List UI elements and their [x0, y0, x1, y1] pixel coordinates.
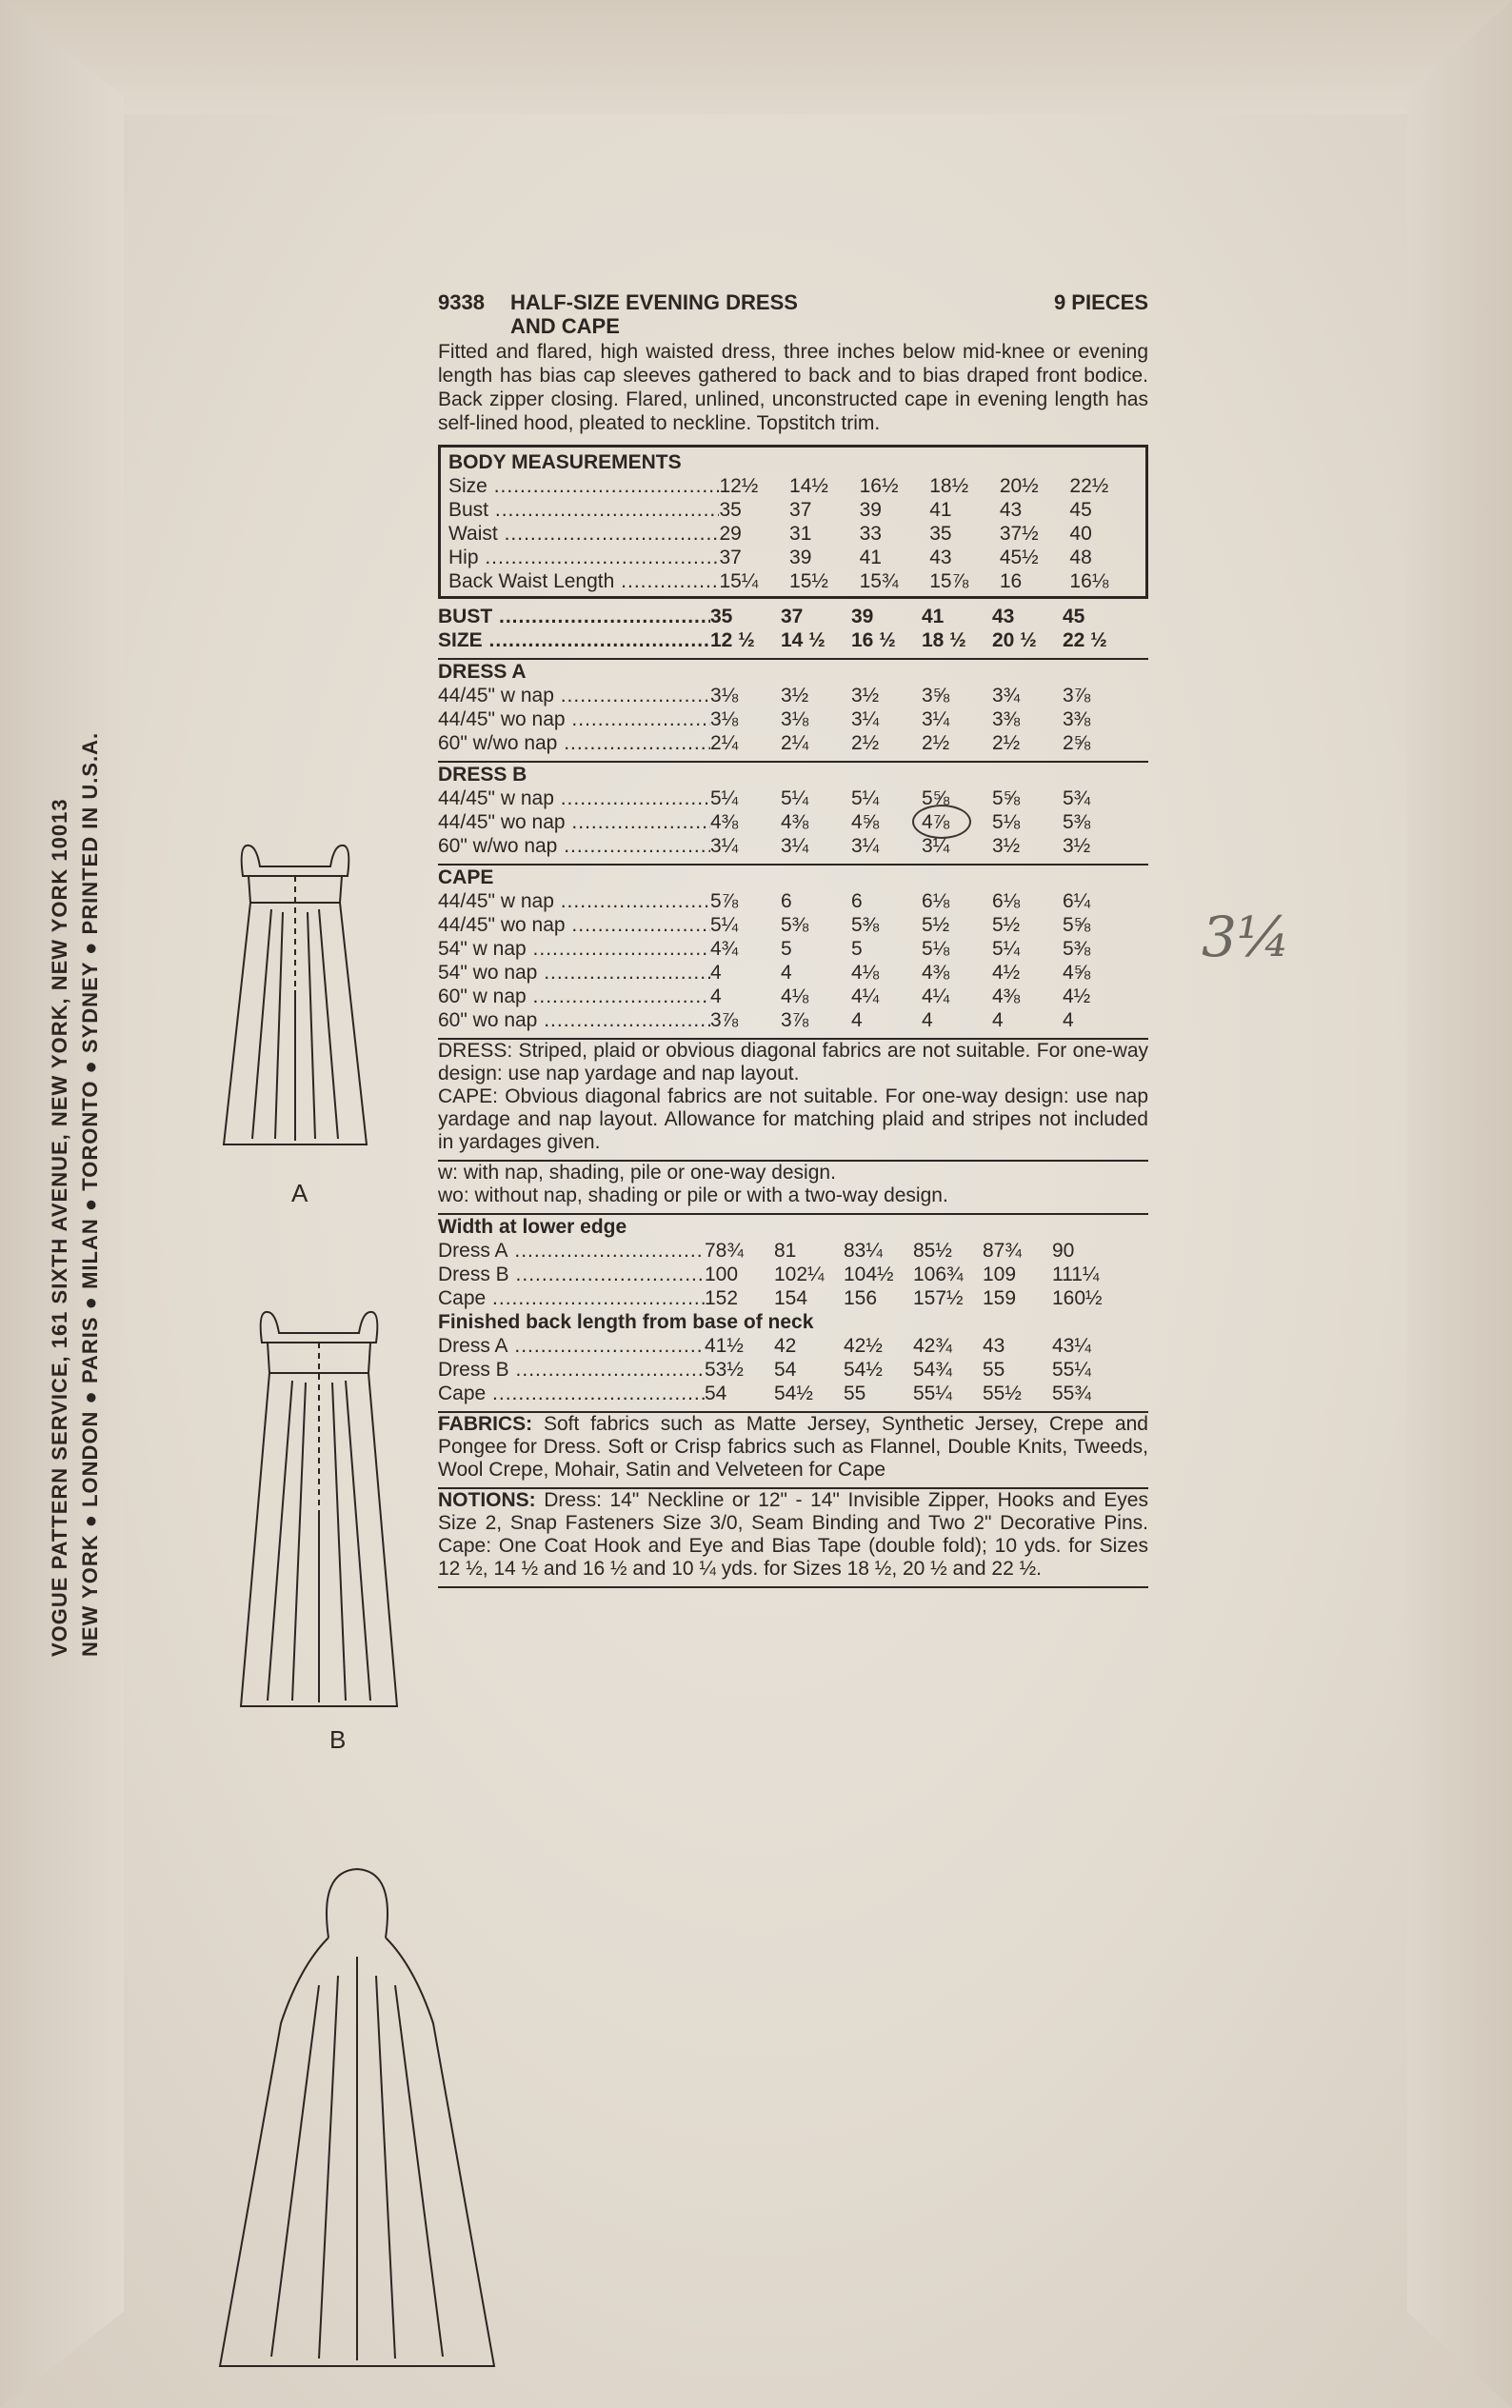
- table-row: [438, 1263, 1148, 1286]
- row-value: 3¾: [992, 685, 1021, 706]
- row-value: 5⅜: [781, 914, 809, 936]
- row-value: 15¼: [719, 570, 759, 592]
- row-label: SIZE .....: [438, 628, 710, 652]
- row-value: 55¾: [1052, 1383, 1091, 1404]
- row-value: 55: [844, 1383, 866, 1404]
- row-value: 18½: [929, 475, 969, 497]
- row-value: 35: [929, 523, 952, 545]
- row-value: 4: [710, 985, 722, 1007]
- table-row: [438, 834, 1148, 858]
- row-value: 54¾: [913, 1359, 952, 1381]
- row-label: Dress A .....: [438, 1334, 705, 1358]
- row-value: 3¼: [710, 835, 739, 857]
- row-value: 16⅛: [1069, 570, 1109, 592]
- row-value: 3¼: [781, 835, 809, 857]
- row-value: 3¼: [851, 708, 880, 730]
- row-label: 54" w nap .....: [438, 937, 710, 961]
- row-value: 43: [983, 1335, 1005, 1357]
- row-value: 3½: [992, 835, 1021, 857]
- row-value: 16½: [859, 475, 899, 497]
- row-value: 4⅝: [1063, 962, 1091, 984]
- row-value: 4¼: [851, 985, 880, 1007]
- table-row: [438, 707, 1148, 731]
- row-value: 5¼: [781, 787, 809, 809]
- row-value: 43: [992, 606, 1015, 627]
- row-value: 5¼: [710, 914, 739, 936]
- row-value: 159: [983, 1287, 1017, 1309]
- row-value: 4: [992, 1009, 1004, 1031]
- row-value: 4: [1063, 1009, 1074, 1031]
- row-value: 41: [929, 499, 952, 521]
- row-label: Size .....: [448, 474, 719, 498]
- row-value: 5⅛: [922, 938, 950, 960]
- pattern-description: Fitted and flared, high waisted dress, three inches below mid-knee or evening length has bias cap sleeves gathered to back and to bias draped front bodice. Back zipper closing. Flared, unlined, unconstructed cape in evening length has self-lined hood, pleated to neckline. Topstitch trim.: [438, 341, 1148, 434]
- row-label: Bust .....: [448, 498, 719, 522]
- table-row: [448, 546, 1140, 569]
- envelope-flap-top: [0, 0, 1512, 114]
- table-row: [438, 889, 1148, 913]
- row-value: 156: [844, 1287, 878, 1309]
- row-value: 4½: [992, 962, 1021, 984]
- row-value: 37: [781, 606, 804, 627]
- row-value: 154: [774, 1287, 808, 1309]
- row-label: 54" wo nap .....: [438, 961, 710, 985]
- row-value: 78¾: [705, 1240, 744, 1262]
- row-value: 3⅛: [710, 685, 739, 706]
- fabrics-text: Soft fabrics such as Matte Jersey, Synthetic Jersey, Crepe and Pongee for Dress. Soft or Crisp fabrics such as Flannel, Double Knits, Tweeds, Wool Crepe, Mohair, Satin and Velveteen for Cape: [438, 1413, 1148, 1481]
- back-length-title: Finished back length from base of neck: [438, 1311, 814, 1333]
- pattern-title: HALF-SIZE EVENING DRESS: [510, 290, 798, 314]
- pen-circle-mark: [912, 805, 971, 839]
- row-value: 39: [789, 547, 812, 568]
- row-value: 5⅝: [1063, 914, 1091, 936]
- pattern-number: 9338: [438, 290, 485, 314]
- row-value: 55½: [983, 1383, 1022, 1404]
- row-value: 5¼: [992, 938, 1021, 960]
- row-value: 5½: [922, 914, 950, 936]
- table-row: [438, 1382, 1148, 1405]
- figure-b-label: B: [329, 1725, 347, 1754]
- row-label: 44/45" w nap .....: [438, 684, 710, 707]
- row-value: 48: [1069, 547, 1092, 568]
- pattern-subtitle: AND CAPE: [510, 314, 620, 338]
- body-measurements-rows: [448, 474, 1140, 593]
- row-value: 18 ½: [922, 629, 966, 651]
- handwritten-note: 3¼: [1202, 905, 1291, 969]
- row-value: 4⅝: [851, 811, 880, 833]
- row-value: 4: [851, 1009, 863, 1031]
- row-value: 104½: [844, 1264, 894, 1285]
- width-lower-edge-rows: [438, 1239, 1148, 1310]
- row-value: 2½: [851, 732, 880, 754]
- publisher-address: VOGUE PATTERN SERVICE, 161 SIXTH AVENUE, NEW YORK, NEW YORK 10013: [48, 798, 71, 1657]
- row-value: 4⅞: [922, 810, 992, 834]
- row-value: 42½: [844, 1335, 883, 1357]
- row-value: 4⅛: [851, 962, 880, 984]
- fabrics-label: FABRICS:: [438, 1413, 533, 1435]
- row-value: 39: [859, 499, 882, 521]
- row-value: 33: [859, 523, 882, 545]
- row-value: 2½: [922, 732, 950, 754]
- table-row: [438, 1286, 1148, 1310]
- row-value: 4⅜: [781, 811, 809, 833]
- row-value: 4⅜: [922, 962, 950, 984]
- row-value: 5⅜: [1063, 938, 1091, 960]
- row-value: 12½: [719, 475, 759, 497]
- row-label: 44/45" wo nap .....: [438, 810, 710, 834]
- row-value: 45: [1063, 606, 1085, 627]
- dress-b-illustration: [233, 1304, 405, 1714]
- row-value: 6¼: [1063, 890, 1091, 912]
- row-value: 54½: [774, 1383, 813, 1404]
- row-value: 12 ½: [710, 629, 755, 651]
- row-value: 6⅛: [992, 890, 1021, 912]
- row-label: Hip .....: [448, 546, 719, 569]
- row-value: 4¼: [922, 985, 950, 1007]
- row-value: 22 ½: [1063, 629, 1107, 651]
- row-value: 2½: [992, 732, 1021, 754]
- row-value: 55¼: [1052, 1359, 1091, 1381]
- row-value: 45½: [999, 547, 1039, 568]
- row-label: 44/45" w nap .....: [438, 889, 710, 913]
- row-value: 2¼: [781, 732, 809, 754]
- row-value: 4⅜: [710, 811, 739, 833]
- row-label: Cape .....: [438, 1286, 705, 1310]
- pattern-info: [438, 290, 1148, 1588]
- row-value: 37: [719, 547, 742, 568]
- row-label: 44/45" wo nap .....: [438, 913, 710, 937]
- body-measurements-table: [438, 445, 1148, 599]
- without-nap-note: wo: without nap, shading or pile or with a two-way design.: [438, 1184, 948, 1206]
- table-row: [438, 961, 1148, 985]
- row-value: 53½: [705, 1359, 744, 1381]
- row-value: 5⅝: [992, 787, 1021, 809]
- row-value: 14½: [789, 475, 828, 497]
- row-label: Back Waist Length .....: [448, 569, 719, 593]
- fabrics-section: [438, 1413, 1148, 1482]
- table-row: [438, 731, 1148, 755]
- row-value: 5⅜: [1063, 811, 1091, 833]
- dress-a-title: DRESS A: [438, 661, 527, 683]
- row-value: 35: [710, 606, 733, 627]
- row-value: 43: [929, 547, 952, 568]
- cape-title: CAPE: [438, 866, 494, 888]
- dress-note: DRESS: Striped, plaid or obvious diagonal fabrics are not suitable. For one-way design: use nap yardage and nap layout.: [438, 1040, 1148, 1085]
- row-value: 6: [851, 890, 863, 912]
- table-row: [438, 684, 1148, 707]
- table-row: [448, 522, 1140, 546]
- publisher-cities: NEW YORK ● LONDON ● PARIS ● MILAN ● TORONTO ● SYDNEY ● PRINTED IN U.S.A.: [78, 731, 102, 1657]
- row-value: 4: [781, 962, 792, 984]
- row-value: 3½: [851, 685, 880, 706]
- row-value: 5¼: [710, 787, 739, 809]
- notions-label: NOTIONS:: [438, 1489, 536, 1511]
- table-row: [438, 1239, 1148, 1263]
- row-label: Dress A .....: [438, 1239, 705, 1263]
- row-value: 54½: [844, 1359, 883, 1381]
- figure-a-label: A: [291, 1179, 308, 1207]
- table-row: [438, 810, 1148, 834]
- table-row: [438, 1334, 1148, 1358]
- envelope-flap-right: [1407, 0, 1512, 2408]
- row-value: 15½: [789, 570, 828, 592]
- row-value: 14 ½: [781, 629, 826, 651]
- row-value: 5¼: [851, 787, 880, 809]
- row-value: 5⅛: [992, 811, 1021, 833]
- row-value: 109: [983, 1264, 1017, 1285]
- row-value: 3⅜: [1063, 708, 1091, 730]
- cape-note: CAPE: Obvious diagonal fabrics are not suitable. For one-way design: use nap yardage and nap layout. Allowance for matching plaid and stripes not included in yardages given.: [438, 1085, 1148, 1153]
- row-value: 4¾: [710, 938, 739, 960]
- row-label: 60" wo nap .....: [438, 1008, 710, 1032]
- row-value: 35: [719, 499, 742, 521]
- row-value: 55¼: [913, 1383, 952, 1404]
- row-value: 4⅛: [781, 985, 809, 1007]
- row-value: 4⅜: [992, 985, 1021, 1007]
- table-row: [438, 1358, 1148, 1382]
- row-value: 90: [1052, 1240, 1075, 1262]
- table-row: [448, 474, 1140, 498]
- dress-a-yardage: [438, 684, 1148, 755]
- row-label: Dress B .....: [438, 1263, 705, 1286]
- table-row: [438, 1008, 1148, 1032]
- row-value: 100: [705, 1264, 739, 1285]
- row-label: Waist .....: [448, 522, 719, 546]
- row-value: 31: [789, 523, 812, 545]
- row-value: 22½: [1069, 475, 1109, 497]
- table-row: [438, 985, 1148, 1008]
- row-value: 43: [999, 499, 1023, 521]
- row-value: 6⅛: [922, 890, 950, 912]
- notions-section: [438, 1489, 1148, 1581]
- row-value: 157½: [913, 1287, 964, 1309]
- row-value: 43¼: [1052, 1335, 1091, 1357]
- row-value: 41: [922, 606, 945, 627]
- row-value: 4: [922, 1009, 933, 1031]
- row-value: 4: [710, 962, 722, 984]
- back-length-rows: [438, 1334, 1148, 1405]
- row-value: 42¾: [913, 1335, 952, 1357]
- row-value: 3⅞: [1063, 685, 1091, 706]
- row-value: 3⅞: [710, 1009, 739, 1031]
- row-value: 15⅞: [929, 570, 969, 592]
- bust-size-table: [438, 605, 1148, 652]
- row-label: 44/45" wo nap .....: [438, 707, 710, 731]
- row-label: Dress B .....: [438, 1358, 705, 1382]
- row-value: 39: [851, 606, 874, 627]
- row-label: 60" w/wo nap .....: [438, 834, 710, 858]
- width-lower-edge-title: Width at lower edge: [438, 1216, 627, 1238]
- row-value: 6: [781, 890, 792, 912]
- row-label: 44/45" w nap .....: [438, 786, 710, 810]
- row-value: 37½: [999, 523, 1039, 545]
- dress-a-illustration: [214, 838, 376, 1152]
- row-value: 81: [774, 1240, 797, 1262]
- row-value: 5: [781, 938, 792, 960]
- table-row: [448, 569, 1140, 593]
- row-value: 87¾: [983, 1240, 1022, 1262]
- table-row: [438, 605, 1148, 628]
- row-value: 5: [851, 938, 863, 960]
- row-label: Cape .....: [438, 1382, 705, 1405]
- row-value: 2⅝: [1063, 732, 1091, 754]
- row-value: 83¼: [844, 1240, 883, 1262]
- table-row: [438, 913, 1148, 937]
- row-value: 40: [1069, 523, 1092, 545]
- row-value: 41: [859, 547, 882, 568]
- table-row: [438, 628, 1148, 652]
- row-value: 3¼: [922, 835, 950, 857]
- row-value: 15¾: [859, 570, 899, 592]
- row-value: 85½: [913, 1240, 952, 1262]
- row-value: 3⅛: [781, 708, 809, 730]
- table-row: [438, 937, 1148, 961]
- row-value: 5⅜: [851, 914, 880, 936]
- table-row: [438, 786, 1148, 810]
- row-value: 3⅝: [922, 685, 950, 706]
- row-value: 54: [705, 1383, 727, 1404]
- row-value: 3½: [1063, 835, 1091, 857]
- row-value: 5⅞: [710, 890, 739, 912]
- row-value: 111¼: [1052, 1264, 1100, 1285]
- row-value: 45: [1069, 499, 1092, 521]
- with-nap-note: w: with nap, shading, pile or one-way design.: [438, 1162, 836, 1184]
- row-value: 3¼: [851, 835, 880, 857]
- dress-b-title: DRESS B: [438, 764, 527, 786]
- table-row: [448, 498, 1140, 522]
- row-value: 3⅜: [992, 708, 1021, 730]
- cape-yardage: [438, 889, 1148, 1032]
- row-value: 5⅝: [922, 787, 950, 809]
- row-value: 29: [719, 523, 742, 545]
- row-value: 54: [774, 1359, 797, 1381]
- row-value: 3¼: [922, 708, 950, 730]
- pattern-header: [438, 290, 1148, 314]
- dress-b-yardage: [438, 786, 1148, 858]
- publisher-spine-text: [38, 667, 114, 1657]
- row-value: 3⅛: [710, 708, 739, 730]
- row-value: 4½: [1063, 985, 1091, 1007]
- row-label: 60" w nap .....: [438, 985, 710, 1008]
- row-value: 41½: [705, 1335, 744, 1357]
- row-value: 37: [789, 499, 812, 521]
- row-value: 42: [774, 1335, 797, 1357]
- row-value: 5¾: [1063, 787, 1091, 809]
- pattern-pieces: 9 PIECES: [1053, 290, 1148, 314]
- row-value: 55: [983, 1359, 1005, 1381]
- row-value: 20½: [999, 475, 1039, 497]
- row-label: BUST .....: [438, 605, 710, 628]
- row-value: 5½: [992, 914, 1021, 936]
- row-value: 152: [705, 1287, 739, 1309]
- row-value: 2¼: [710, 732, 739, 754]
- row-value: 160½: [1052, 1287, 1103, 1309]
- row-value: 20 ½: [992, 629, 1037, 651]
- row-value: 16: [999, 570, 1023, 592]
- cape-illustration: [214, 1861, 500, 2376]
- notions-text: Dress: 14" Neckline or 12" - 14" Invisible Zipper, Hooks and Eyes Size 2, Snap Fasteners Size 3/0, Seam Binding and Two 2" Decorative Pins. Cape: One Coat Hook and Eye and Bias Tape (double fold); 10 yds. for Sizes 12 ½, 14 ½ and 16 ½ and 10 ¼ yds. for Sizes 18 ½, 20 ½ and 22 ½.: [438, 1489, 1148, 1580]
- row-value: 102¼: [774, 1264, 825, 1285]
- row-value: 3½: [781, 685, 809, 706]
- row-value: 16 ½: [851, 629, 896, 651]
- row-value: 3⅞: [781, 1009, 809, 1031]
- row-label: 60" w/wo nap .....: [438, 731, 710, 755]
- body-measurements-title: BODY MEASUREMENTS: [448, 451, 682, 473]
- row-value: 106¾: [913, 1264, 964, 1285]
